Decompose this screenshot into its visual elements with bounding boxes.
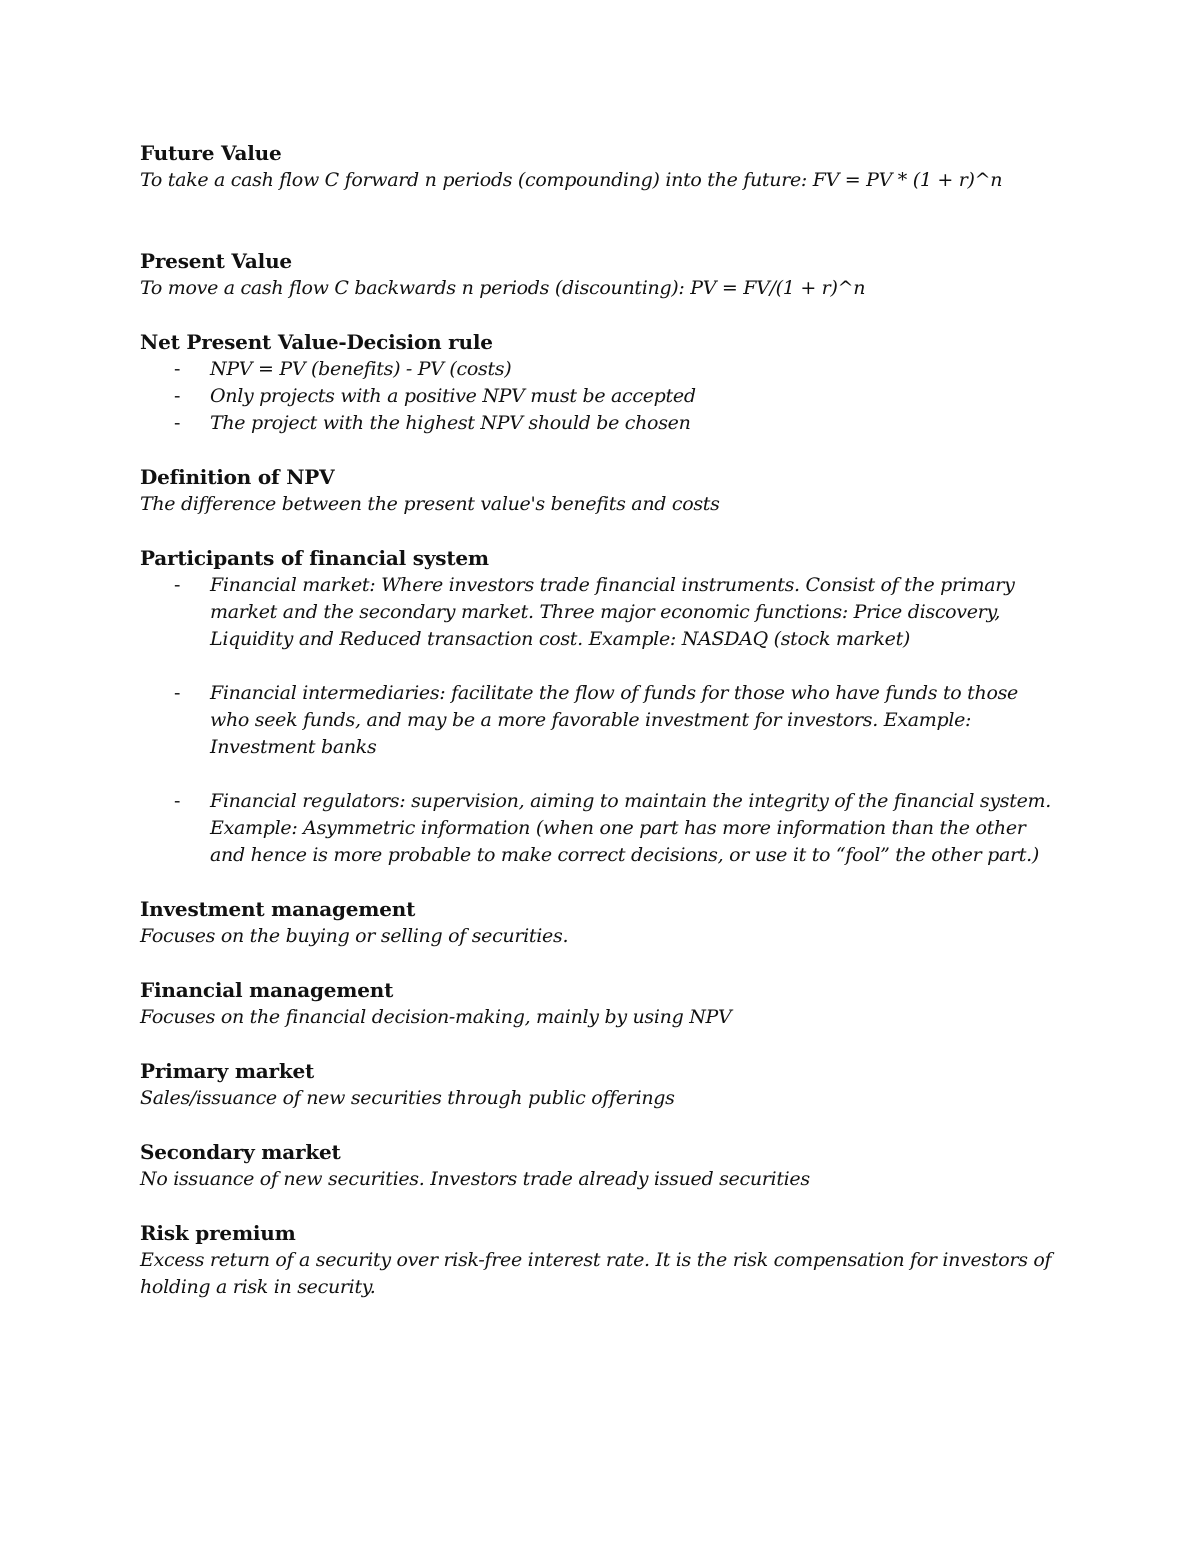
section-participants [140, 545, 1060, 869]
list-item-text: NPV = PV (benefits) - PV (costs) [210, 358, 512, 380]
section-heading: Present Value [140, 249, 292, 273]
section-heading: Definition of NPV [140, 465, 335, 489]
list-spacer [140, 761, 1060, 788]
section-text: To move a cash flow C backwards n periods (discounting): PV = FV/(1 + r)^n [140, 277, 866, 299]
section-heading: Future Value [140, 141, 282, 165]
list-item [140, 383, 1060, 410]
section-future-value [140, 140, 1060, 194]
section-text: Sales/issuance of new securities through public offerings [140, 1087, 675, 1109]
list-item-text: The project with the highest NPV should be chosen [210, 412, 691, 434]
bullet-dash: - [174, 412, 181, 434]
list-item [140, 572, 1060, 653]
bullet-list [140, 572, 1060, 869]
section-text: To take a cash flow C forward n periods (compounding) into the future: FV = PV * (1 + r)^n [140, 169, 1003, 191]
list-item-text: Financial regulators: supervision, aiming to maintain the integrity of the financial system. Example: Asymmetric information (when one part has more information than the other and hence is more probable to make correct decisions, or use it to “fool” the other part.) [210, 790, 1051, 866]
bullet-dash: - [174, 682, 181, 704]
section-primary-market [140, 1058, 1060, 1112]
section-text: The difference between the present value's benefits and costs [140, 493, 720, 515]
list-item-text: Financial intermediaries: facilitate the flow of funds for those who have funds to those who seek funds, and may be a more favorable investment for investors. Example: Investment banks [210, 682, 1018, 758]
list-item [140, 356, 1060, 383]
section-investment-management [140, 896, 1060, 950]
list-item-text: Only projects with a positive NPV must be accepted [210, 385, 696, 407]
section-heading: Risk premium [140, 1221, 296, 1245]
section-text: No issuance of new securities. Investors trade already issued securities [140, 1168, 810, 1190]
section-text: Focuses on the buying or selling of securities. [140, 925, 569, 947]
section-financial-management [140, 977, 1060, 1031]
list-item [140, 680, 1060, 761]
list-spacer [140, 653, 1060, 680]
bullet-dash: - [174, 790, 181, 812]
bullet-dash: - [174, 574, 181, 596]
list-item [140, 410, 1060, 437]
bullet-list [140, 356, 1060, 437]
section-npv-decision-rule [140, 329, 1060, 437]
bullet-dash: - [174, 385, 181, 407]
section-heading: Secondary market [140, 1140, 341, 1164]
section-definition-npv [140, 464, 1060, 518]
section-heading: Net Present Value-Decision rule [140, 330, 493, 354]
section-secondary-market [140, 1139, 1060, 1193]
section-risk-premium [140, 1220, 1060, 1301]
section-text: Excess return of a security over risk-free interest rate. It is the risk compensation for investors of holding a risk in security. [140, 1249, 1052, 1298]
document-page [140, 140, 1060, 1301]
section-heading: Investment management [140, 897, 416, 921]
section-heading: Primary market [140, 1059, 315, 1083]
list-item-text: Financial market: Where investors trade financial instruments. Consist of the primary market and the secondary market. Three major economic functions: Price discovery, Liquidity and Reduced transaction cost. Example: NASDAQ (stock market) [210, 574, 1015, 650]
section-heading: Participants of financial system [140, 546, 489, 570]
bullet-dash: - [174, 358, 181, 380]
section-heading: Financial management [140, 978, 394, 1002]
section-text: Focuses on the financial decision-making, mainly by using NPV [140, 1006, 732, 1028]
section-present-value [140, 248, 1060, 302]
list-item [140, 788, 1060, 869]
